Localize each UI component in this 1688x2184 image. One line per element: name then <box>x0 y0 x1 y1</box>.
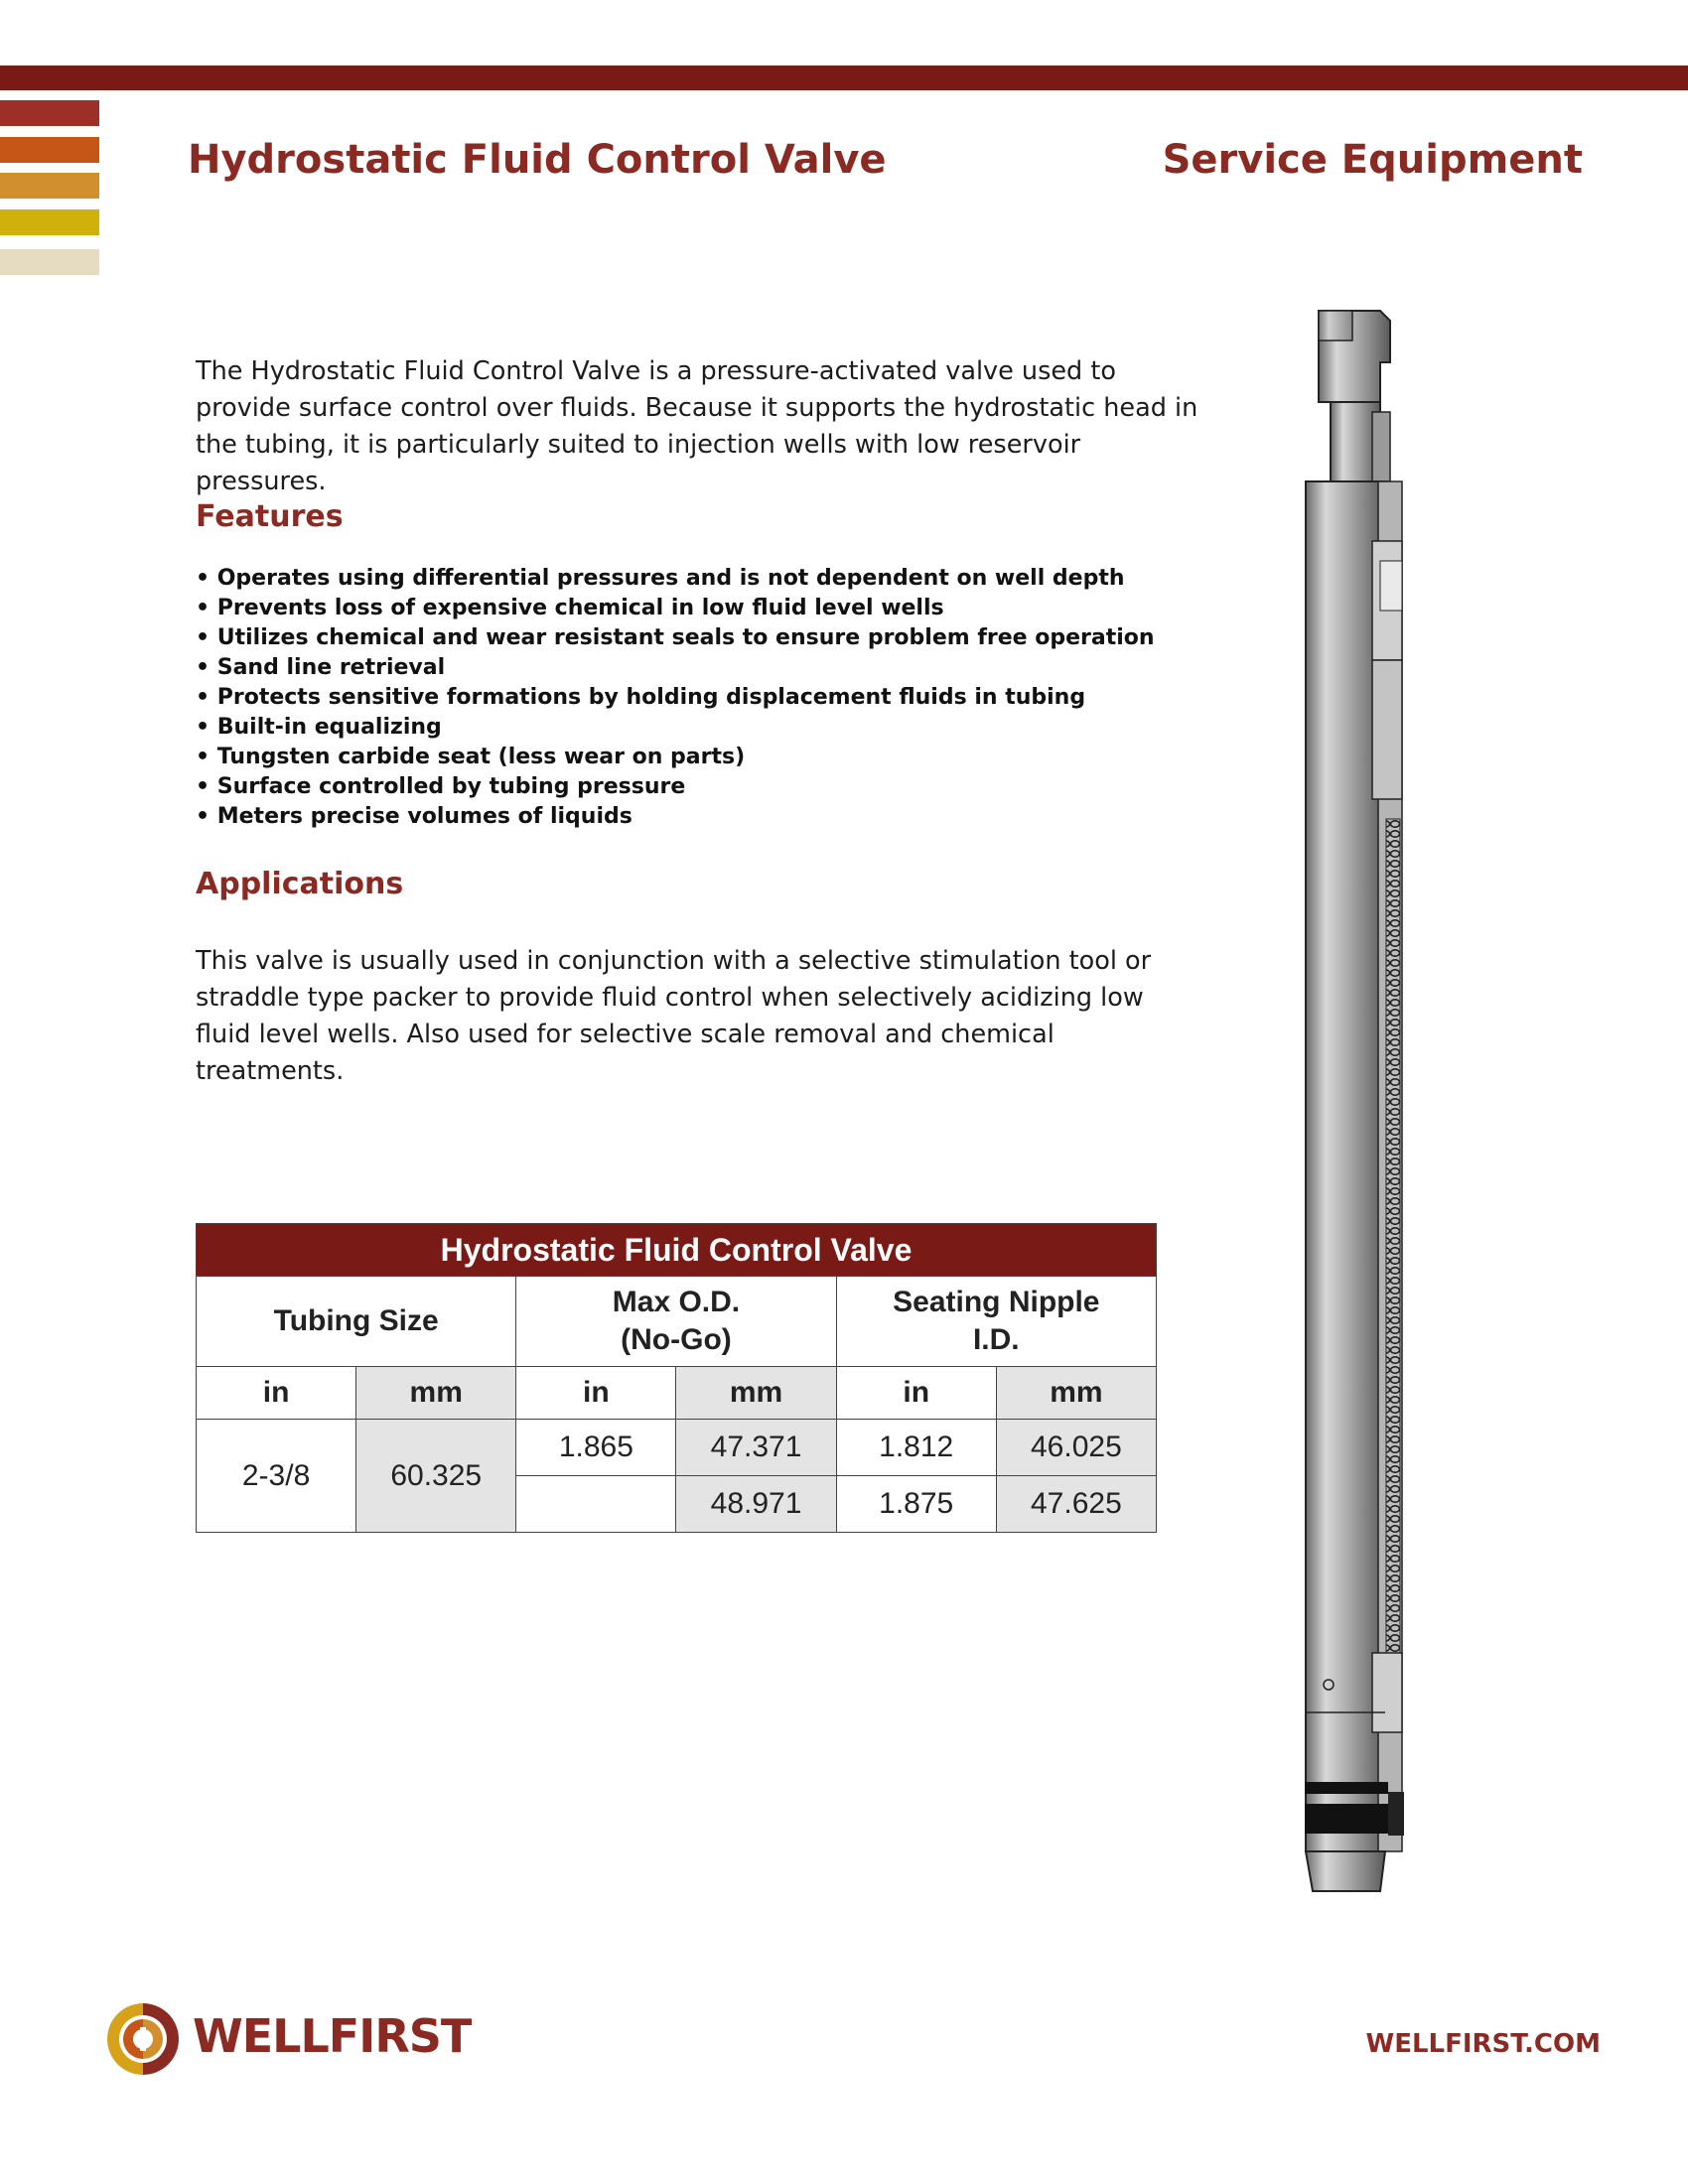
header-max-od-line2: (No-Go) <box>621 1323 732 1356</box>
header-max-od-line1: Max O.D. <box>612 1286 741 1318</box>
cell-od-mm: 47.371 <box>676 1420 836 1476</box>
color-stripe <box>0 137 99 163</box>
feature-item: • Built-in equalizing <box>196 713 1155 743</box>
feature-item: • Tungsten carbide seat (less wear on parts) <box>196 743 1155 772</box>
feature-item: • Operates using differential pressures and is not dependent on well depth <box>196 564 1155 594</box>
cell-id-in: 1.812 <box>836 1420 996 1476</box>
feature-item: • Surface controlled by tubing pressure <box>196 772 1155 802</box>
features-heading: Features <box>196 499 344 534</box>
spec-table <box>196 1223 1157 1533</box>
cell-od-mm: 48.971 <box>676 1476 836 1533</box>
color-stripe <box>0 100 99 126</box>
color-stripe <box>0 209 99 235</box>
color-stripe <box>0 249 99 275</box>
category-title: Service Equipment <box>1162 137 1583 183</box>
valve-diagram <box>1291 303 1430 1901</box>
cell-od-in <box>516 1476 676 1533</box>
brand-name: WELLFIRST <box>193 2009 472 2063</box>
feature-item: • Meters precise volumes of liquids <box>196 802 1155 832</box>
unit-header: mm <box>996 1367 1156 1420</box>
cell-tubing-in: 2-3/8 <box>197 1420 356 1533</box>
cell-id-mm: 46.025 <box>996 1420 1156 1476</box>
cell-id-in: 1.875 <box>836 1476 996 1533</box>
website-link[interactable]: WELLFIRST.COM <box>1365 2029 1601 2059</box>
page-title: Hydrostatic Fluid Control Valve <box>188 137 887 183</box>
unit-header: in <box>836 1367 996 1420</box>
cell-id-mm: 47.625 <box>996 1476 1156 1533</box>
color-stripe <box>0 173 99 199</box>
header-tubing-size: Tubing Size <box>197 1277 516 1367</box>
unit-header: in <box>516 1367 676 1420</box>
feature-item: • Protects sensitive formations by holding displacement fluids in tubing <box>196 683 1155 713</box>
feature-item: • Sand line retrieval <box>196 653 1155 683</box>
cell-od-in: 1.865 <box>516 1420 676 1476</box>
unit-header: mm <box>676 1367 836 1420</box>
unit-header: in <box>197 1367 356 1420</box>
cell-tubing-mm: 60.325 <box>356 1420 516 1533</box>
wellfirst-logo-icon <box>103 1999 183 2079</box>
unit-header: mm <box>356 1367 516 1420</box>
table-title: Hydrostatic Fluid Control Valve <box>197 1224 1157 1277</box>
header-nipple-line1: Seating Nipple <box>893 1286 1100 1318</box>
features-list <box>196 564 1155 832</box>
intro-paragraph: The Hydrostatic Fluid Control Valve is a pressure-activated valve used to provide surface control over fluids. Because it supports the hydrostatic head in the tubing, it is particularly suited to injection wells with low reservoir pressures. <box>196 356 1198 496</box>
header-max-od <box>516 1277 836 1367</box>
feature-item: • Utilizes chemical and wear resistant seals to ensure problem free operation <box>196 623 1155 653</box>
applications-paragraph: This valve is usually used in conjunction with a selective stimulation tool or straddle type packer to provide fluid control when selectively acidizing low fluid level wells. Also used for selective scale removal and chemical treatments. <box>196 946 1152 1086</box>
header-bar <box>0 66 1688 90</box>
table-row <box>197 1420 1157 1476</box>
header-nipple-line2: I.D. <box>972 1323 1020 1356</box>
header-seating-nipple <box>836 1277 1156 1367</box>
applications-heading: Applications <box>196 867 404 901</box>
feature-item: • Prevents loss of expensive chemical in low fluid level wells <box>196 594 1155 623</box>
